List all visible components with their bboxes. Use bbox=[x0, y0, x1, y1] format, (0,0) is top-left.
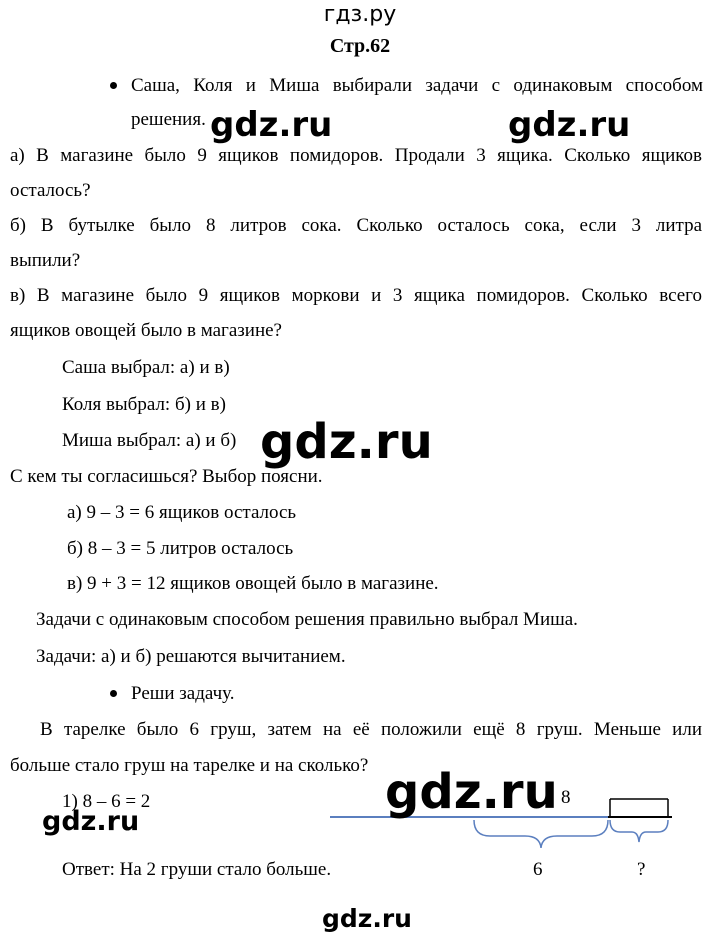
site-title: гдз.ру bbox=[323, 2, 397, 27]
task1-intro-line1: Саша, Коля и Миша выбирали задачи с одинаковым способом bbox=[131, 75, 703, 96]
solution-b: б) 8 – 3 = 5 литров осталось bbox=[67, 538, 294, 559]
watermark: gdz.ru bbox=[42, 806, 140, 837]
task1-a-line1: а) В магазине было 9 ящиков помидоров. Продали 3 ящика. Сколько ящиков bbox=[10, 145, 702, 166]
watermark: gdz.ru bbox=[260, 414, 433, 470]
watermark: gdz.ru bbox=[210, 105, 333, 145]
task2-answer: Ответ: На 2 груши стало больше. bbox=[62, 859, 332, 880]
watermark: gdz.ru bbox=[322, 904, 412, 933]
conclusion-line1: Задачи с одинаковым способом решения правильно выбрал Миша. bbox=[36, 609, 578, 630]
task2-step: 1) 8 – 6 = 2 bbox=[62, 791, 151, 812]
task1-question: С кем ты согласишься? Выбор поясни. bbox=[10, 466, 323, 487]
page-number: Стр.62 bbox=[329, 35, 391, 57]
diagram-label-question: ? bbox=[637, 859, 646, 880]
conclusion-line2: Задачи: а) и б) решаются вычитанием. bbox=[36, 646, 346, 667]
solution-a: а) 9 – 3 = 6 ящиков осталось bbox=[67, 502, 297, 523]
solution-c: в) 9 + 3 = 12 ящиков овощей было в магазине. bbox=[67, 573, 439, 594]
watermark: gdz.ru bbox=[385, 764, 558, 820]
task1-b-line2: выпили? bbox=[10, 250, 81, 271]
choice-misha: Миша выбрал: а) и б) bbox=[62, 430, 237, 451]
task1-c-line1: в) В магазине было 9 ящиков моркови и 3 ящика помидоров. Сколько всего bbox=[10, 285, 702, 306]
task2-title: Реши задачу. bbox=[131, 683, 235, 704]
task1-c-line2: ящиков овощей было в магазине? bbox=[10, 320, 282, 341]
task1-intro-line2: решения. bbox=[131, 109, 206, 130]
task1-a-line2: осталось? bbox=[10, 180, 91, 201]
diagram-label-8: 8 bbox=[561, 787, 571, 808]
brace-right bbox=[610, 820, 668, 842]
brace-left bbox=[474, 820, 608, 848]
task2-text-line2: больше стало груш на тарелке и на сколько? bbox=[10, 755, 369, 776]
watermark: gdz.ru bbox=[508, 105, 631, 145]
choice-kolya: Коля выбрал: б) и в) bbox=[62, 394, 226, 415]
task2-text-line1: В тарелке было 6 груш, затем на её положили ещё 8 груш. Меньше или bbox=[40, 719, 702, 740]
task1-b-line1: б) В бутылке было 8 литров сока. Сколько осталось сока, если 3 литра bbox=[10, 215, 702, 236]
diagram-label-6: 6 bbox=[533, 859, 543, 880]
choice-sasha: Саша выбрал: а) и в) bbox=[62, 357, 230, 378]
